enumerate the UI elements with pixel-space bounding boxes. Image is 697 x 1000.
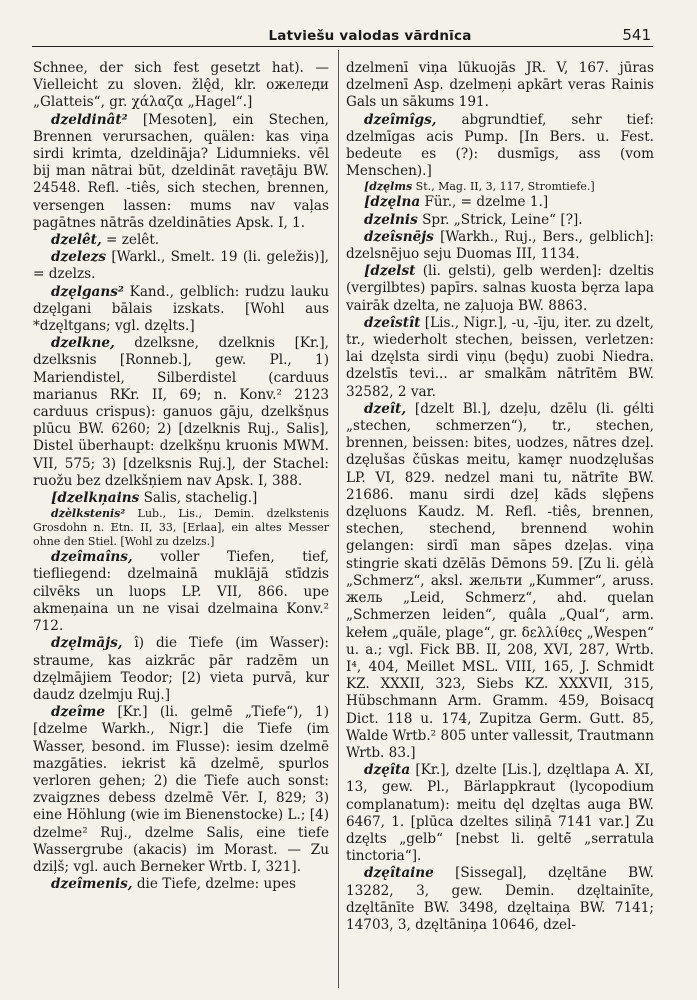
entry-headword: dzęlmājs, <box>51 635 123 652</box>
entry-text: [dzelt Bl.], dzeļu, dzēlu (li. gélti „stechen, schmerzen“), tr., stechen, brennen, beissen: bites, uodzes, nātres dzeļ. dzęlušas čūskas meitu, kamęr nuodzęlušas LP. VI, 829. nedzel mani tu, nātrīte BW. 21686. manu sirdi dzeļ kāds slęp̄ens dzęluons Kaudz. M. Refl. -tiês, brennen, stechen, stechend, brennend wohin gelangen: sirdī man sāpes dzeļas. viņa stingrie skati dzēlās Dēmons 59. [Zu li. gėlà „Schmerz“, aksl. жельти „Kummer“, aruss. жель „Leid, Schmerz“, ahd. quelan „Schmerzen leiden“, quâla „Qual“, arm. kełem „quäle, plage“, gr. δελλίθες „Wespen“ u. a.; vgl. Fick BB. II, 208, XVI, 287, Wrtb. I⁴, 404, Meillet MSL. VIII, 165, J. Schmidt KZ. XXXII, 323, Siebs KZ. XXXVII, 315, Hübschmann Arm. Gramm. 459, Boisacq Dict. 118 u. 174, Zupitza Germ. Gutt. 85, Walde Wrtb.² 805 unter vallessit, Trautmann Wrtb. 83.] <box>346 400 654 761</box>
dictionary-entry <box>33 232 329 249</box>
entry-headword: dzeîme <box>51 704 106 721</box>
entry-headword: dzèlkstenis² <box>51 507 126 521</box>
dictionary-entry <box>33 284 329 336</box>
entry-text: î) die Tiefe (im Wasser): straume, kas aizkrāc pār radzēm un dzęlmājiem Teodor; [2) vieta purvā, kur daudz dzelmju Ruj.] <box>33 635 329 703</box>
dictionary-entry <box>346 194 654 211</box>
dictionary-entry <box>33 635 329 704</box>
entry-headword: dzelnis <box>364 211 418 228</box>
dictionary-entry <box>33 112 329 232</box>
page-number: 541 <box>622 26 651 44</box>
entry-headword: [dzelkņains <box>51 490 140 507</box>
entry-text: [Sissegal], dzęltāne BW. 13282, 3, gew. Demin. dzęltainīte, dzęltānīte BW. 3498, dzęltaiņa BW. 7141; 14703, 3, dzęltāniņa 10646, dzel- <box>346 865 654 933</box>
entry-headword: dzeîmenis, <box>51 876 133 893</box>
right-column <box>346 60 654 988</box>
entry-headword: dzelkne, <box>51 335 115 352</box>
column-divider <box>338 50 339 988</box>
entry-text: = zelêt. <box>106 232 160 249</box>
dictionary-entry <box>346 401 654 762</box>
header-rule <box>32 46 653 47</box>
dictionary-entry <box>346 762 654 865</box>
entry-text: [Kr.] (li. gelmė̃ „Tiefe“), 1) [dzelme Warkh., Nigr.] die Tiefe (im Wasser, besond. im Flusse): iesim dzelmē mazgāties. iekrist kā dzelmē, spurlos verloren gehen; 2) die Tiefe auch sonst: zvaigznes debess dzelmē Vēr. I, 829; 3) eine Höhlung (wie im Bienenstocke) L.; [4) dzelme² Ruj., dzelme Salis, eine tiefe Wassergrube (akacis) im Morast. — Zu dziļš; vgl. auch Berneker Wrtb. I, 321]. <box>33 704 329 875</box>
dictionary-entry <box>346 60 654 112</box>
left-column <box>33 60 329 988</box>
entry-headword: dzęlgans² <box>51 283 124 300</box>
entry-text: voller Tiefen, tief, tiefliegend: dzelmainā muklājā stīdzis cilvēks un luops LP. VII, 866. upe akmeņaina un ne visai dzelmaina Konv.² 712. <box>33 549 329 635</box>
dictionary-entry <box>346 180 654 194</box>
dictionary-entry <box>346 263 654 315</box>
dictionary-entry <box>33 549 329 635</box>
dictionary-entry <box>33 249 329 283</box>
dictionary-entry <box>33 335 329 490</box>
entry-text: [Warkl., Smelt. 19 (li. geležis)], = dzelzs. <box>33 249 329 283</box>
entry-headword: dzeldinât² <box>51 111 128 128</box>
dictionary-entry <box>33 507 329 549</box>
entry-text: die Tiefe, dzelme: upes <box>136 876 297 893</box>
entry-text: [Lis., Nigr.], -u, -īju, iter. zu dzelt, tr., wiederholt stechen, beissen, verletzen: lai dzęlsta sirdi viņu (bęḑu) zuobi Niedra. dzelstīs tevi... ar smalkām nātrītēm BW. 32582, 2 var. <box>346 314 654 400</box>
entry-text: Spr. „Strick, Leine“ [?]. <box>422 211 583 228</box>
dictionary-entry <box>346 229 654 263</box>
entry-headword: dzeîstît <box>364 314 421 331</box>
entry-text: Für., = dzelme 1.] <box>424 194 549 211</box>
entry-text: St., Mag. II, 3, 117, Stromtiefe.] <box>415 180 595 194</box>
entry-text: (li. gelsti), gelb werden]: dzeltis (vergilbtes) papīrs. salnas kuosta bęrza lapa vairāk dzelta, ne zaļuoja BW. 8863. <box>346 263 654 314</box>
dictionary-entry <box>346 865 654 934</box>
dictionary-entry <box>346 315 654 401</box>
entry-text: dzelmenī viņa lūkuojās JR. V, 167. jūras dzelmenī Asp. dzelmeņi apkārt veras Rainis Gals un sākums 191. <box>346 60 654 111</box>
dictionary-entry <box>346 112 654 181</box>
entry-text: dzelksne, dzelknis [Kr.], dzelksnis [Ronneb.], gew. Pl., 1) Mariendistel, Silberdistel (carduus marianus RKr. II, 69; n. Konv.² 2123 carduus crispus): ganuos gāju, dzelkšņus plūcu BW. 6260; 2) [dzelknis Ruj., Salis], Distel überhaupt: dzelkšņu kruonis MWM. VII, 575; 3) [dzelksnis Ruj.], der Stachel: ruožu bez dzelkšņiem nav Apsk. I, 388. <box>33 335 329 489</box>
entry-text: [Kr.], dzelte [Lis.], dzęltlapa A. XI, 13, gew. Pl., Bärlappkraut (lycopodium complanatum): meitu dęl dzęltas auga BW. 6467, 1. [plūca dzeltes siliņā 7141 var.] Zu dzęlts „gelb“ [nebst li. geltė̃ „serratula tinctoria“]. <box>346 762 654 865</box>
dictionary-entry <box>33 60 329 112</box>
entry-headword: dzeîmîgs, <box>364 111 437 128</box>
entry-headword: dzęîtaine <box>364 865 434 882</box>
entry-text: [Warkh., Ruj., Bers., gelblich]: dzelsnējuo seju Duomas III, 1134. <box>346 228 654 263</box>
entry-text: [Mesoten], ein Stechen, Brennen verursachen, quälen: kas viņa sirdi krimta, dzeldināja? Lidumnieks. vēl bij man nātrai būt, dzeldināt raveֶtāju BW. 24548. Refl. -tiês, sich stechen, brennen, versengen lassen: mums nav vaļas pagātnes nātrās dzeldināties Apsk. I, 1. <box>33 111 329 231</box>
dictionary-entry <box>346 212 654 229</box>
dictionary-entry <box>33 704 329 876</box>
entry-text: Schnee, der sich fest gesetzt hat). — Vielleicht zu sloven. žlę̂d, klr. ожеледи „Glatteis“, gr. χάλαζα „Hagel“.] <box>33 60 329 111</box>
entry-headword: dzęîta <box>364 762 411 779</box>
entry-text: Kand., gelblich: rudzu lauku dzęlgani bālais izskats. [Wohl aus *dzęltgans; vgl. dzęlts.] <box>33 283 329 335</box>
running-header-title: Latviešu valodas vārdnīca <box>268 28 472 44</box>
entry-headword: dzeîmaîns, <box>51 549 133 566</box>
entry-headword: dzeîsnējs <box>364 228 434 245</box>
entry-headword: [dzęlna <box>364 194 421 211</box>
entry-headword: dzelezs <box>51 249 107 266</box>
entry-text: Lub., Lis., Demin. dzelkstenis Grosdohn n. Etn. II, 33, [Erlaa], ein altes Messer ohne den Stiel. [Wohl zu dzelzs.] <box>33 507 329 549</box>
entry-headword: [dzelst <box>364 263 416 280</box>
entry-text: abgrundtief, sehr tief: dzelmīgas acis Pump. [In Bers. u. Fest. bedeute es (?): dusmīgs, ass (vom Menschen).] <box>346 111 654 180</box>
entry-headword: [dzęlms <box>364 180 413 194</box>
entry-text: Salis, stachelig.] <box>143 490 258 507</box>
entry-headword: dzelêt, <box>51 232 102 249</box>
dictionary-entry <box>33 490 329 507</box>
entry-headword: dzeît, <box>364 400 407 417</box>
dictionary-entry <box>33 876 329 893</box>
